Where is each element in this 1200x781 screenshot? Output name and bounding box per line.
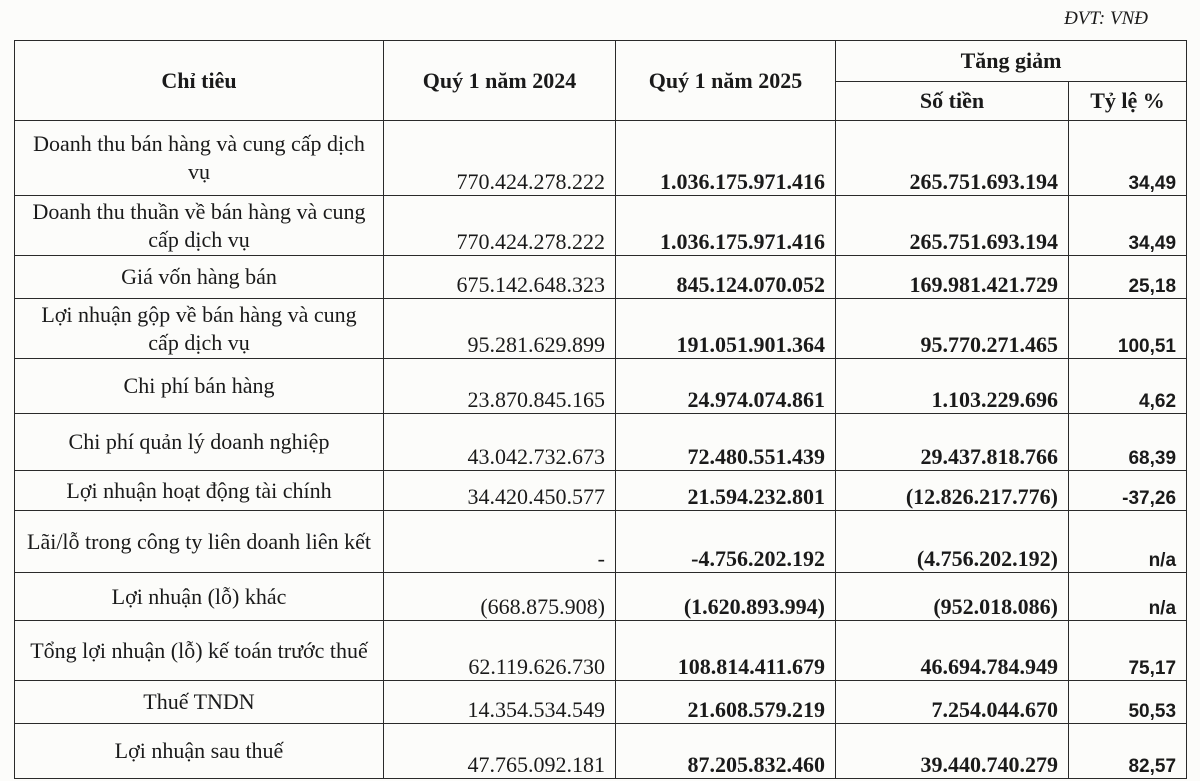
row-label: Thuế TNDN: [15, 681, 384, 724]
row-label: Lợi nhuận gộp về bán hàng và cung cấp dịch vụ: [15, 299, 384, 359]
row-label: Lãi/lỗ trong công ty liên doanh liên kết: [15, 511, 384, 573]
cell-q1-2024: 675.142.648.323: [384, 256, 616, 299]
cell-q1-2025: 1.036.175.971.416: [616, 196, 836, 256]
cell-q1-2025: 191.051.901.364: [616, 299, 836, 359]
cell-change-ratio: 4,62: [1069, 359, 1187, 414]
cell-q1-2024: (668.875.908): [384, 573, 616, 621]
cell-q1-2024: 95.281.629.899: [384, 299, 616, 359]
cell-q1-2025: 87.205.832.460: [616, 724, 836, 779]
cell-change-ratio: n/a: [1069, 573, 1187, 621]
cell-change-ratio: 34,49: [1069, 196, 1187, 256]
cell-q1-2025: (1.620.893.994): [616, 573, 836, 621]
cell-q1-2025: 72.480.551.439: [616, 414, 836, 471]
cell-q1-2024: 47.765.092.181: [384, 724, 616, 779]
row-label: Lợi nhuận hoạt động tài chính: [15, 471, 384, 511]
cell-q1-2025: 845.124.070.052: [616, 256, 836, 299]
cell-change-amount: 29.437.818.766: [836, 414, 1069, 471]
cell-change-ratio: -37,26: [1069, 471, 1187, 511]
row-label: Chi phí bán hàng: [15, 359, 384, 414]
row-label: Tổng lợi nhuận (lỗ) kế toán trước thuế: [15, 621, 384, 681]
table-row: [15, 121, 1187, 196]
table-row: [15, 414, 1187, 471]
cell-change-ratio: 50,53: [1069, 681, 1187, 724]
cell-q1-2025: 24.974.074.861: [616, 359, 836, 414]
table-row: [15, 359, 1187, 414]
cell-change-amount: 95.770.271.465: [836, 299, 1069, 359]
cell-change-amount: 169.981.421.729: [836, 256, 1069, 299]
row-label: Giá vốn hàng bán: [15, 256, 384, 299]
table-row: [15, 621, 1187, 681]
cell-change-ratio: 68,39: [1069, 414, 1187, 471]
table-row: [15, 511, 1187, 573]
table-row: [15, 471, 1187, 511]
cell-change-amount: (952.018.086): [836, 573, 1069, 621]
header-amount: Số tiền: [836, 82, 1069, 121]
cell-change-ratio: 100,51: [1069, 299, 1187, 359]
cell-change-amount: (12.826.217.776): [836, 471, 1069, 511]
table-row: [15, 196, 1187, 256]
cell-change-amount: 39.440.740.279: [836, 724, 1069, 779]
table-row: [15, 573, 1187, 621]
cell-q1-2025: -4.756.202.192: [616, 511, 836, 573]
cell-q1-2024: 14.354.534.549: [384, 681, 616, 724]
table-row: [15, 256, 1187, 299]
cell-change-ratio: 25,18: [1069, 256, 1187, 299]
cell-q1-2025: 21.594.232.801: [616, 471, 836, 511]
header-ratio: Tỷ lệ %: [1069, 82, 1187, 121]
cell-q1-2025: 1.036.175.971.416: [616, 121, 836, 196]
row-label: Doanh thu bán hàng và cung cấp dịch vụ: [15, 121, 384, 196]
cell-q1-2024: 43.042.732.673: [384, 414, 616, 471]
row-label: Doanh thu thuần về bán hàng và cung cấp dịch vụ: [15, 196, 384, 256]
row-label: Lợi nhuận (lỗ) khác: [15, 573, 384, 621]
income-comparison-table: [14, 40, 1187, 779]
header-indicator: Chỉ tiêu: [15, 41, 384, 121]
header-row: [15, 41, 1187, 82]
cell-change-ratio: 75,17: [1069, 621, 1187, 681]
cell-q1-2024: -: [384, 511, 616, 573]
cell-change-amount: 1.103.229.696: [836, 359, 1069, 414]
cell-q1-2024: 62.119.626.730: [384, 621, 616, 681]
row-label: Chi phí quản lý doanh nghiệp: [15, 414, 384, 471]
cell-q1-2024: 34.420.450.577: [384, 471, 616, 511]
cell-change-amount: 265.751.693.194: [836, 196, 1069, 256]
row-label: Lợi nhuận sau thuế: [15, 724, 384, 779]
cell-change-amount: 46.694.784.949: [836, 621, 1069, 681]
cell-q1-2024: 23.870.845.165: [384, 359, 616, 414]
header-q1-2025: Quý 1 năm 2025: [616, 41, 836, 121]
cell-change-ratio: 34,49: [1069, 121, 1187, 196]
cell-change-amount: 7.254.044.670: [836, 681, 1069, 724]
cell-change-amount: (4.756.202.192): [836, 511, 1069, 573]
table-row: [15, 681, 1187, 724]
table-row: [15, 724, 1187, 779]
cell-q1-2024: 770.424.278.222: [384, 196, 616, 256]
currency-unit-label: ĐVT: VNĐ: [1064, 8, 1148, 29]
cell-q1-2024: 770.424.278.222: [384, 121, 616, 196]
cell-q1-2025: 108.814.411.679: [616, 621, 836, 681]
header-change: Tăng giảm: [836, 41, 1187, 82]
cell-change-amount: 265.751.693.194: [836, 121, 1069, 196]
cell-change-ratio: 82,57: [1069, 724, 1187, 779]
header-q1-2024: Quý 1 năm 2024: [384, 41, 616, 121]
cell-q1-2025: 21.608.579.219: [616, 681, 836, 724]
cell-change-ratio: n/a: [1069, 511, 1187, 573]
table-row: [15, 299, 1187, 359]
